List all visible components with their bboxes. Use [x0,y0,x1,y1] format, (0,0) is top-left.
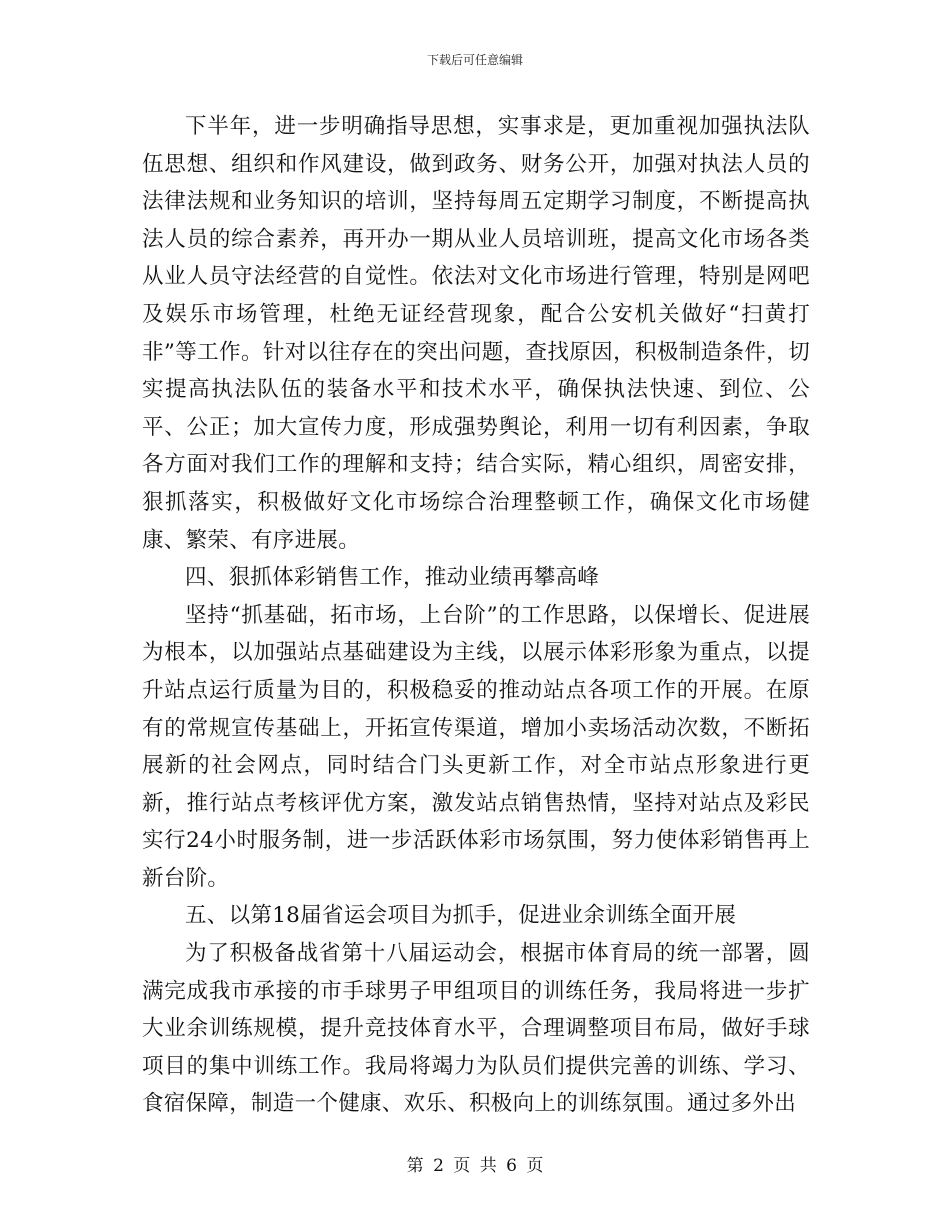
paragraph-lottery: 坚持“抓基础，拓市场，上台阶”的工作思路，以保增长、促进展为根本，以加强站点基础建设为主线，以展示体彩形象为重点，以提升站点运行质量为目的，积极稳妥的推动站点各项工作的开展。在原有的常规宣传基础上，开拓宣传渠道，增加小卖场活动次数，不断拓展新的社会网点，同时结合门头更新工作，对全市站点形象进行更新，推行站点考核评优方案，激发站点销售热情，坚持对站点及彩民实行24小时服务制，进一步活跃体彩市场氛围，努力使体彩销售再上新台阶。 [142,602,810,891]
section-heading-training: 五、以第18届省运会项目为抓手，促进业余训练全面开展 [185,903,737,929]
paragraph-training: 为了积极备战省第十八届运动会，根据市体育局的统一部署，圆满完成我市承接的市手球男子甲组项目的训练任务，我局将进一步扩大业余训练规模，提升竞技体育水平，合理调整项目布局，做好手球项目的集中训练工作。我局将竭力为队员们提供完善的训练、学习、食宿保障，制造一个健康、欢乐、积极向上的训练氛围。通过多外出 [142,941,810,1117]
page-number-footer: 第 2 页 共 6 页 [406,1156,544,1176]
paragraph-work-plan: 下半年，进一步明确指导思想，实事求是，更加重视加强执法队伍思想、组织和作风建设，做到政务、财务公开，加强对执法人员的法律法规和业务知识的培训，坚持每周五定期学习制度，不断提高执法人员的综合素养，再开办一期从业人员培训班，提高文化市场各类从业人员守法经营的自觉性。依法对文化市场进行管理，特别是网吧及娱乐市场管理，杜绝无证经营现象，配合公安机关做好“扫黄打非”等工作。针对以往存在的突出问题，查找原因，积极制造条件，切实提高执法队伍的装备水平和技术水平，确保执法快速、到位、公平、公正；加大宣传力度，形成强势舆论，利用一切有利因素，争取各方面对我们工作的理解和支持；结合实际，精心组织，周密安排，狠抓落实，积极做好文化市场综合治理整顿工作，确保文化市场健康、繁荣、有序进展。 [142,114,810,553]
page-header: 下载后可任意编辑 [426,53,523,67]
document-body [142,108,810,1123]
section-heading-lottery: 四、狠抓体彩销售工作，推动业绩再攀高峰 [185,565,600,591]
